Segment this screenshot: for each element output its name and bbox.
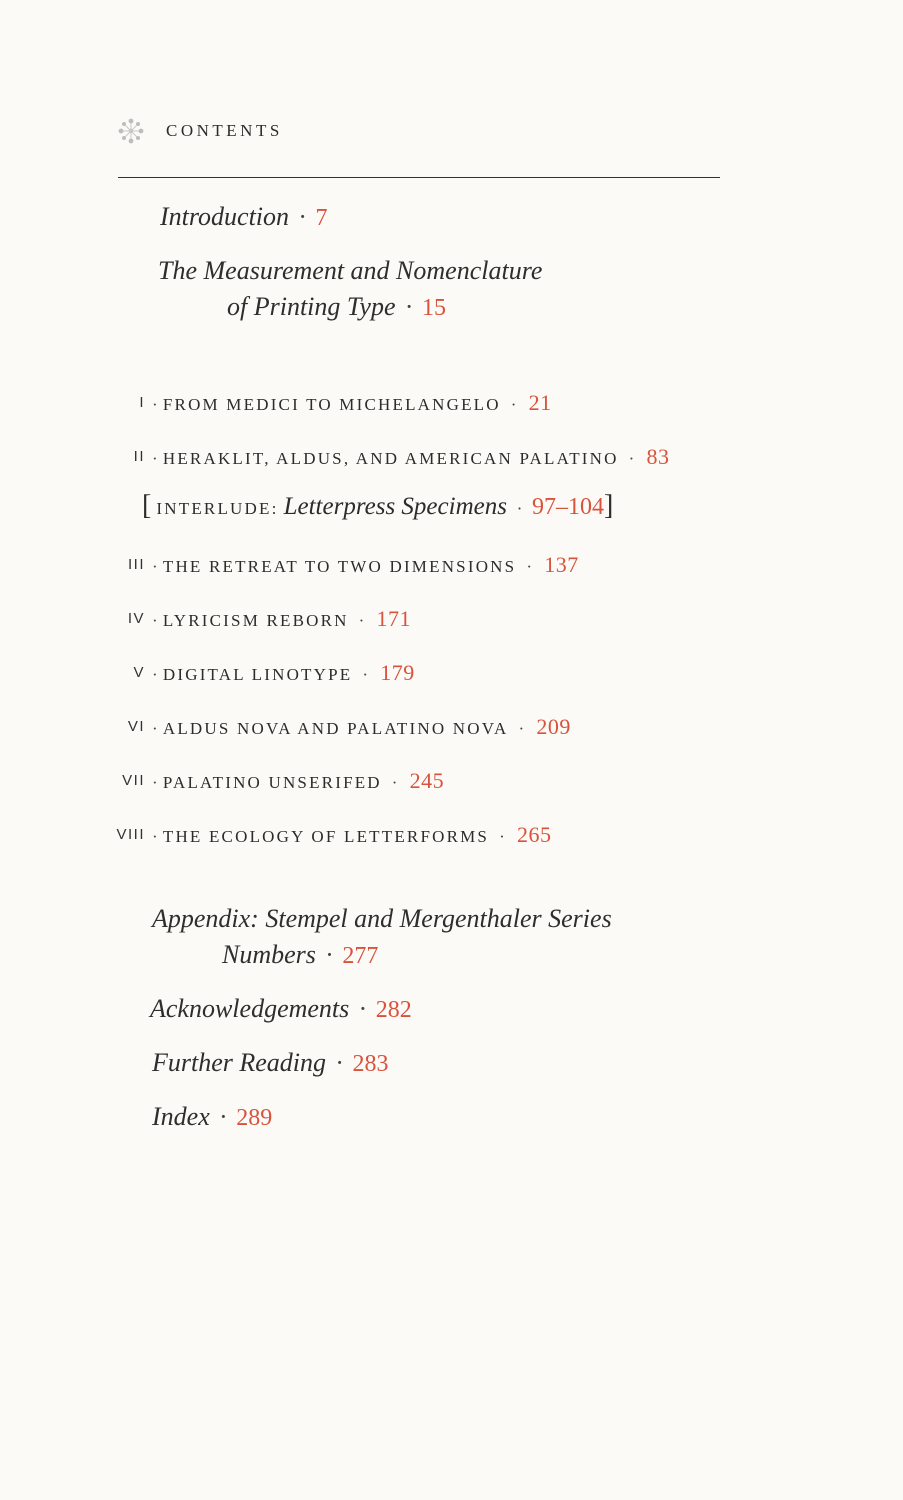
page-number: 283 [352,1051,389,1077]
toc-chapter-1[interactable] [0,386,903,418]
separator-dot: · [359,994,366,1023]
page-number: 97–104 [532,494,605,520]
page-number: 289 [236,1105,273,1131]
chapter-numeral: II [133,448,145,465]
toc-chapter-4[interactable] [0,602,903,634]
toc-chapter-8[interactable] [0,818,903,850]
separator-dot: · [499,827,507,846]
entry-title-line2: of Printing Type [227,292,396,321]
separator-dot: · [516,499,523,518]
chapter-title: ALDUS NOVA AND PALATINO NOVA [162,719,509,738]
separator-dot: · [526,557,535,576]
chapter-title: FROM MEDICI TO MICHELANGELO [162,395,501,414]
page-number: 171 [376,606,411,631]
entry-title: Index [152,1102,210,1131]
toc-entry-measurement[interactable] [158,256,542,286]
toc-chapter-2[interactable] [0,440,903,472]
chapter-numeral: VI [127,718,145,735]
chapter-numeral: VII [122,772,145,789]
separator-dot: · [152,719,160,738]
chapter-numeral: V [133,664,145,681]
toc-entry-further-reading[interactable] [152,1048,389,1078]
separator-dot: · [152,773,160,792]
separator-dot: · [336,1048,343,1077]
toc-chapter-3[interactable] [0,548,903,580]
close-bracket: ] [604,490,614,521]
toc-entry-appendix[interactable] [152,904,612,934]
page-number: 83 [646,444,670,469]
toc-entry-introduction[interactable] [160,202,328,232]
page-number: 15 [422,295,447,321]
separator-dot: · [299,202,306,231]
entry-title: Introduction [160,202,290,231]
separator-dot: · [152,557,160,576]
separator-dot: · [152,395,160,414]
entry-title: Acknowledgements [150,994,350,1023]
asterisk-flower-icon [116,116,146,146]
entry-title-line1: The Measurement and Nomenclature [158,256,543,285]
page-number: 21 [528,390,552,415]
separator-dot: · [219,1102,227,1131]
interlude-title: Letterpress Specimens [283,493,507,520]
entry-title-line1: Appendix: Stempel and Mergenthaler Series [152,904,612,933]
page-number: 7 [315,205,328,231]
page-number: 137 [544,552,579,577]
page-number: 265 [516,822,552,847]
contents-header [116,116,283,146]
page-title: CONTENTS [166,121,283,140]
page-number: 277 [342,943,379,969]
separator-dot: · [152,611,160,630]
toc-chapter-7[interactable] [0,764,903,796]
chapter-title: PALATINO UNSERIFED [162,773,382,792]
toc-entry-measurement-cont[interactable] [227,292,446,322]
chapter-title: THE RETREAT TO TWO DIMENSIONS [162,557,517,576]
chapter-numeral: VIII [116,826,145,843]
separator-dot: · [391,773,400,792]
entry-title-line2: Numbers [222,940,316,969]
chapter-title: HERAKLIT, ALDUS, AND AMERICAN PALATINO [162,449,619,468]
chapter-title: DIGITAL LINOTYPE [162,665,353,684]
page-number: 209 [536,714,571,739]
toc-entry-appendix-cont[interactable] [222,940,378,970]
open-bracket: [ [142,490,152,521]
toc-chapter-6[interactable] [0,710,903,742]
chapter-title: LYRICISM REBORN [162,611,349,630]
separator-dot: · [358,611,367,630]
header-rule [118,177,720,178]
separator-dot: · [152,449,160,468]
toc-chapter-5[interactable] [0,656,903,688]
chapter-numeral: III [127,556,145,573]
toc-entry-index[interactable] [152,1102,272,1132]
separator-dot: · [362,665,371,684]
separator-dot: · [152,827,160,846]
separator-dot: · [510,395,519,414]
toc-interlude[interactable] [142,490,613,522]
separator-dot: · [325,940,333,969]
separator-dot: · [628,449,637,468]
page-number: 245 [409,768,445,793]
separator-dot: · [405,292,413,321]
page-number: 282 [375,997,412,1023]
entry-title: Further Reading [152,1048,327,1077]
chapter-numeral: IV [127,610,145,627]
toc-entry-acknowledgements[interactable] [150,994,412,1024]
separator-dot: · [152,665,160,684]
chapter-numeral: I [139,394,145,411]
chapter-title: THE ECOLOGY OF LETTERFORMS [162,827,490,846]
interlude-label: INTERLUDE: [156,499,279,518]
separator-dot: · [518,719,527,738]
page-number: 179 [380,660,415,685]
